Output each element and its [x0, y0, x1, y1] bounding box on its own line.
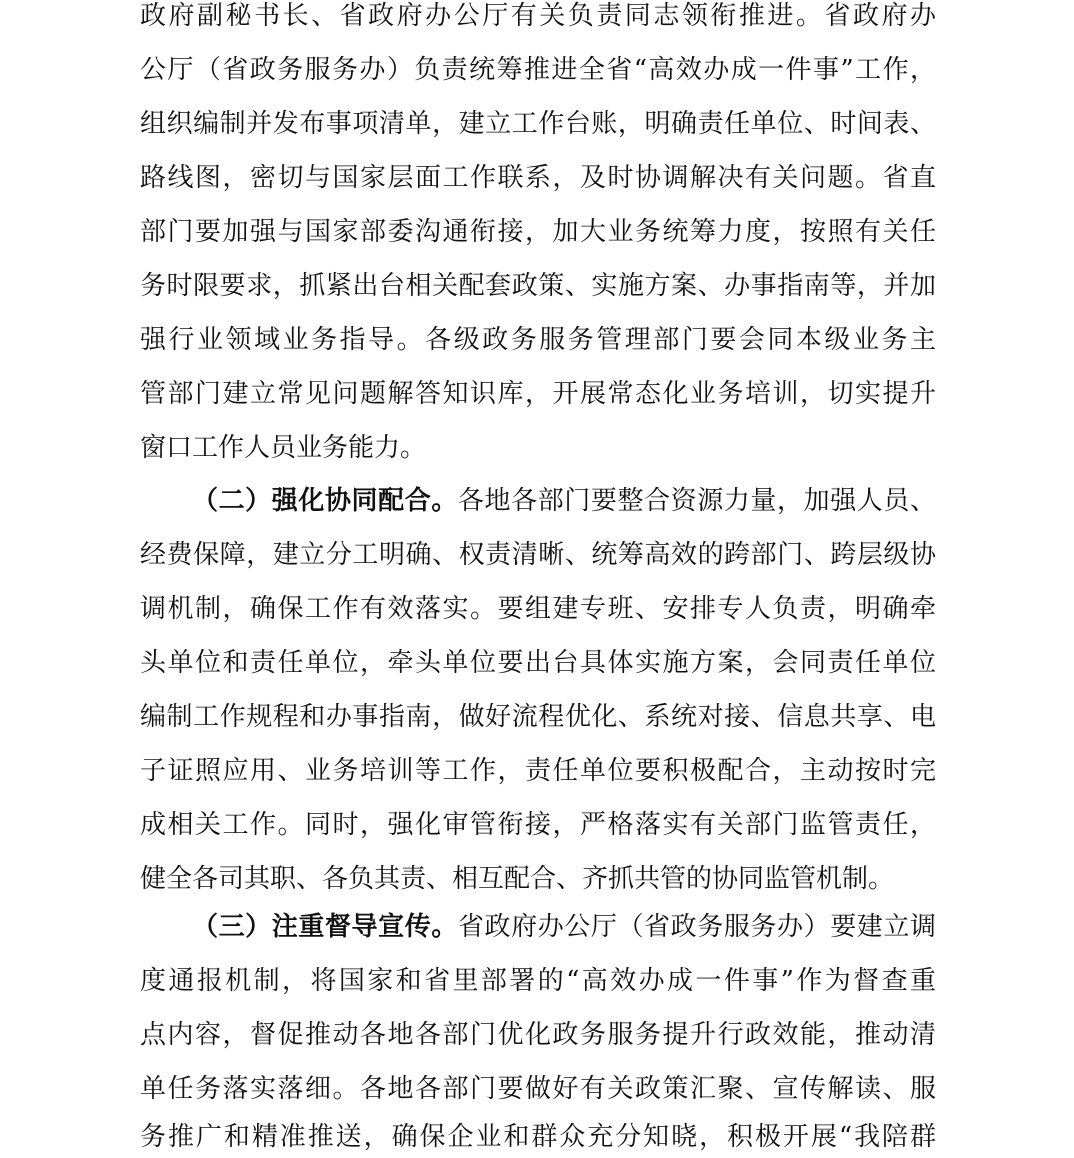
body-text-line: 健全各司其职、各负其责、相互配合、齐抓共管的协同监管机制。	[140, 864, 895, 894]
body-text-line: 编制工作规程和办事指南，做好流程优化、系统对接、信息共享、电	[140, 702, 936, 732]
body-text: 省政府办公厅（省政务服务办）要建立调	[457, 912, 936, 942]
body-text-line: 成相关工作。同时，强化审管衔接，严格落实有关部门监管责任，	[140, 810, 936, 840]
body-text-line: 点内容，督促推动各地各部门优化政务服务提升行政效能，推动清	[140, 1020, 936, 1050]
section-heading-line	[192, 907, 936, 947]
body-text-line: 管部门建立常见问题解答知识库，开展常态化业务培训，切实提升	[140, 379, 936, 409]
body-text-line: 子证照应用、业务培训等工作，责任单位要积极配合，主动按时完	[140, 756, 936, 786]
body-text-line: 窗口工作人员业务能力。	[140, 433, 427, 463]
body-text-line: 部门要加强与国家部委沟通衔接，加大业务统筹力度，按照有关任	[140, 217, 936, 247]
body-text-line: 度通报机制，将国家和省里部署的“高效办成一件事”作为督查重	[140, 966, 936, 996]
section-heading-line	[192, 481, 936, 521]
body-text-line: 务时限要求，抓紧出台相关配套政策、实施方案、办事指南等，并加	[140, 271, 936, 301]
body-text-line: 公厅（省政务服务办）负责统筹推进全省“高效办成一件事”工作，	[140, 55, 936, 85]
body-text-line: 单任务落实落细。各地各部门要做好有关政策汇聚、宣传解读、服	[140, 1074, 936, 1104]
body-text-line: 强行业领域业务指导。各级政务服务管理部门要会同本级业务主	[140, 325, 936, 355]
section-heading: （三）注重督导宣传。	[192, 912, 458, 942]
section-heading: （二）强化协同配合。	[192, 486, 458, 516]
body-text-line: 路线图，密切与国家层面工作联系，及时协调解决有关问题。省直	[140, 163, 936, 193]
body-text-line: 经费保障，建立分工明确、权责清晰、统筹高效的跨部门、跨层级协	[140, 540, 936, 570]
body-text-line: 政府副秘书长、省政府办公厅有关负责同志领衔推进。省政府办	[140, 1, 936, 31]
body-text-line: 务推广和精准推送，确保企业和群众充分知晓，积极开展“我陪群	[140, 1122, 936, 1152]
body-text: 各地各部门要整合资源力量，加强人员、	[457, 486, 936, 516]
body-text-line: 头单位和责任单位，牵头单位要出台具体实施方案，会同责任单位	[140, 648, 936, 678]
body-text-line: 调机制，确保工作有效落实。要组建专班、安排专人负责，明确牵	[140, 594, 936, 624]
body-text-line: 组织编制并发布事项清单，建立工作台账，明确责任单位、时间表、	[140, 109, 936, 139]
